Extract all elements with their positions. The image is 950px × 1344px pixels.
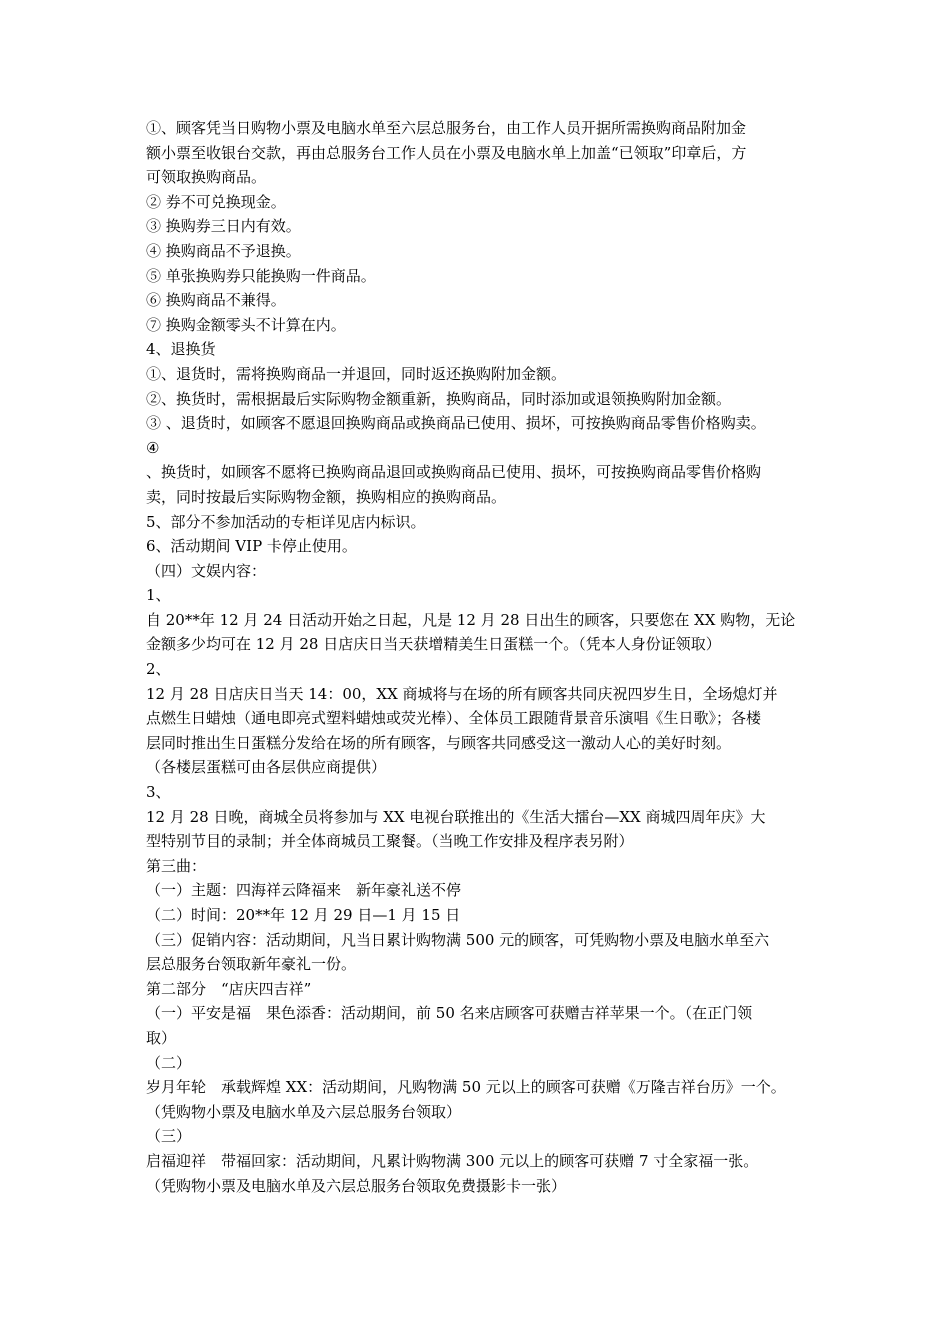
section-heading: （四）文娱内容：	[146, 561, 267, 580]
text-line: 2、	[146, 660, 171, 679]
text-line: ⑤ 单张换购券只能换购一件商品。	[146, 266, 376, 285]
text-line: 、换货时，如顾客不愿将已换购商品退回或换购商品已使用、损坏，可按换购商品零售价格购	[146, 463, 762, 482]
text-line: 启福迎祥 带福回家：活动期间，凡累计购物满 300 元以上的顾客可获赠 7 寸全家福一张。	[146, 1151, 759, 1170]
text-line: （一）主题：四海祥云降福来 新年豪礼送不停	[146, 881, 462, 900]
text-line: 点燃生日蜡烛（通电即亮式塑料蜡烛或荧光棒）、全体员工跟随背景音乐演唱《生日歌》；各楼	[146, 709, 762, 728]
text-line: （三）促销内容：活动期间，凡当日累计购物满 500 元的顾客，可凭购物小票及电脑水单至六	[146, 930, 770, 949]
text-line: 1、	[146, 586, 171, 605]
text-line: 自 20**年 12 月 24 日活动开始之日起，凡是 12 月 28 日出生的顾客，只要您在 XX 购物，无论	[146, 610, 796, 629]
text-line: ③ 换购券三日内有效。	[146, 217, 301, 236]
text-line: 12 月 28 日晚，商城全员将参加与 XX 电视台联推出的《生活大擂台—XX 商城四周年庆》大	[146, 807, 766, 826]
text-line: 6、活动期间 VIP 卡停止使用。	[146, 537, 357, 556]
text-line: 可领取换购商品。	[146, 168, 267, 187]
text-line: ④ 换购商品不予退换。	[146, 241, 301, 260]
text-line: ①、退货时，需将换购商品一并退回，同时返还换购附加金额。	[146, 364, 567, 383]
text-line: （各楼层蛋糕可由各层供应商提供）	[146, 758, 387, 777]
text-line: （二）时间：20**年 12 月 29 日—1 月 15 日	[146, 906, 461, 924]
text-line: 取）	[146, 1028, 177, 1047]
section-heading: 第三曲：	[146, 856, 207, 875]
text-line: 金额多少均可在 12 月 28 日店庆日当天获增精美生日蛋糕一个。（凭本人身份证领取）	[146, 635, 721, 654]
text-line: 额小票至收银台交款，再由总服务台工作人员在小票及电脑水单上加盖“已领取”印章后，方	[146, 143, 747, 162]
text-line: （二）	[146, 1053, 192, 1072]
text-line: ⑦ 换购金额零头不计算在内。	[146, 315, 346, 334]
text-line: ②、换货时，需根据最后实际购物金额重新，换购商品，同时添加或退领换购附加金额。	[146, 389, 732, 408]
text-line: 12 月 28 日店庆日当天 14：00，XX 商城将与在场的所有顾客共同庆祝四岁生日，全场熄灯并	[146, 684, 778, 703]
text-line: 5、部分不参加活动的专柜详见店内标识。	[146, 512, 426, 531]
text-line: ② 券不可兑换现金。	[146, 192, 286, 211]
text-line: （一）平安是福 果色添香：活动期间，前 50 名来店顾客可获赠吉祥苹果一个。（在正门领	[146, 1004, 753, 1023]
section-heading: 4、退换货	[146, 340, 216, 359]
text-line: ⑥ 换购商品不兼得。	[146, 291, 286, 310]
text-line: 卖，同时按最后实际购物金额，换购相应的换购商品。	[146, 487, 507, 506]
text-line: 型特别节目的录制；并全体商城员工聚餐。（当晚工作安排及程序表另附）	[146, 832, 634, 851]
text-line: ③ 、退货时，如顾客不愿退回换购商品或换商品已使用、损坏，可按换购商品零售价格购卖。	[146, 414, 766, 433]
text-line: （凭购物小票及电脑水单及六层总服务台领取）	[146, 1102, 462, 1121]
text-line: （三）	[146, 1127, 192, 1146]
text-line: 层同时推出生日蛋糕分发给在场的所有顾客，与顾客共同感受这一激动人心的美好时刻。	[146, 733, 732, 752]
text-line: ④	[146, 438, 160, 457]
text-line: 岁月年轮 承载辉煌 XX：活动期间，凡购物满 50 元以上的顾客可获赠《万隆吉祥台历》一个。	[146, 1078, 786, 1097]
text-line: 层总服务台领取新年豪礼一份。	[146, 955, 357, 974]
section-heading: 第二部分 “店庆四吉祥”	[146, 979, 312, 998]
text-line: 3、	[146, 783, 171, 802]
text-line: ①、顾客凭当日购物小票及电脑水单至六层总服务台，由工作人员开据所需换购商品附加金	[146, 119, 747, 137]
document-page	[146, 116, 814, 1198]
text-line: （凭购物小票及电脑水单及六层总服务台领取免费摄影卡一张）	[146, 1176, 567, 1195]
